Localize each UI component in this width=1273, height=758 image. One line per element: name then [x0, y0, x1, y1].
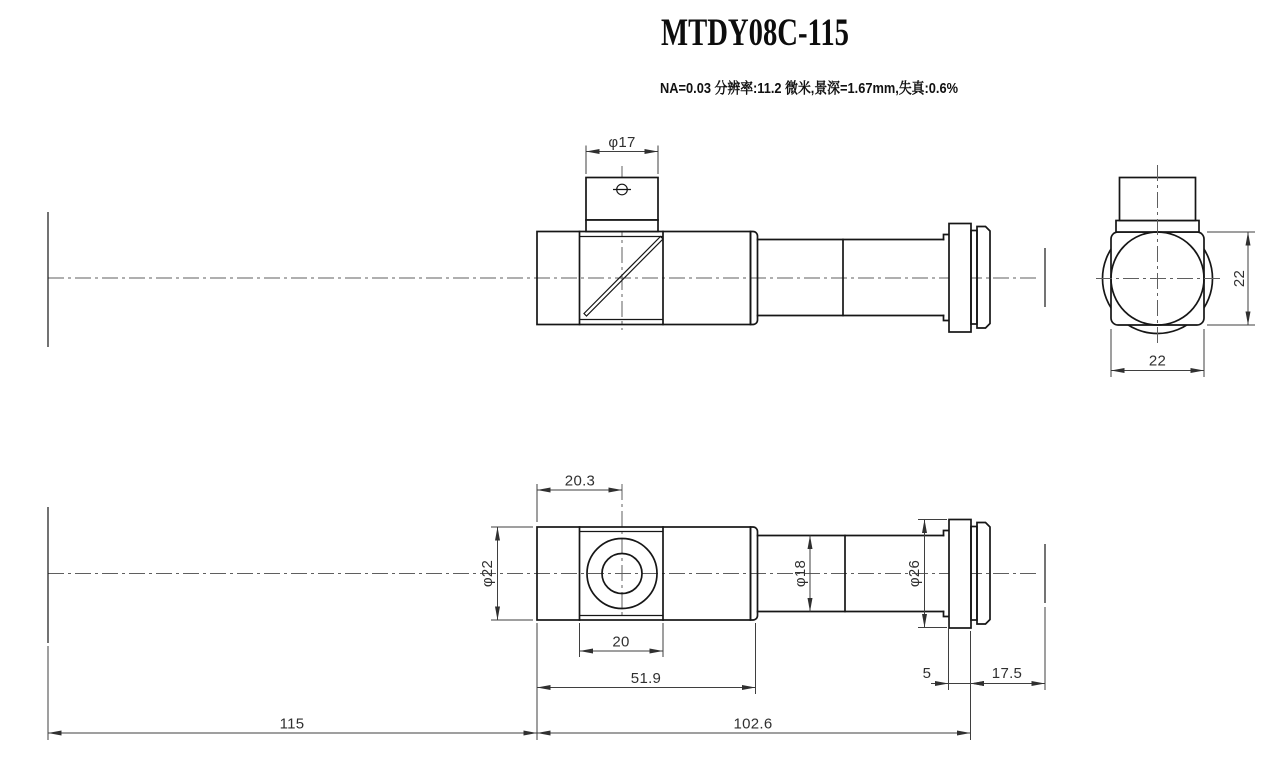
dim-label-back-length: 17.5 — [991, 665, 1023, 682]
dim-label-working-distance: 115 — [279, 715, 305, 733]
dim-label-flange-thk: 5 — [922, 665, 932, 682]
mirror-plate-45deg — [584, 237, 663, 317]
dim-label-end-height: 22 — [1231, 269, 1248, 288]
dim-label-body-dia: φ22 — [479, 559, 496, 588]
retaining-ring — [977, 227, 990, 329]
end-view — [1096, 165, 1255, 377]
dim-label-end-width: 22 — [1148, 352, 1167, 370]
dim-label-body-length: 51.9 — [630, 670, 662, 687]
dim-label-flange-dia: φ26 — [906, 559, 923, 588]
plan-view-dimensions — [48, 473, 1045, 741]
mount-flange — [949, 224, 971, 333]
dim-label-overall-length: 102.6 — [733, 715, 773, 733]
drawing-spec-subtitle: NA=0.03 分辨率:11.2 微米,景深=1.67mm,失真:0.6% — [660, 80, 1009, 97]
vertical-port-collar — [586, 220, 658, 232]
drawing-title: MTDY08C-115 — [661, 11, 849, 54]
flange-groove — [971, 231, 977, 325]
dim-label-port-offset: 20.3 — [564, 472, 596, 490]
dim-label-port-dia: φ17 — [608, 134, 636, 151]
plan-view — [48, 484, 1045, 740]
side-view — [48, 134, 1045, 347]
dim-label-tube-dia: φ18 — [792, 559, 809, 588]
dim-label-prism-housing: 20 — [612, 633, 630, 651]
mount-flange — [949, 520, 971, 629]
